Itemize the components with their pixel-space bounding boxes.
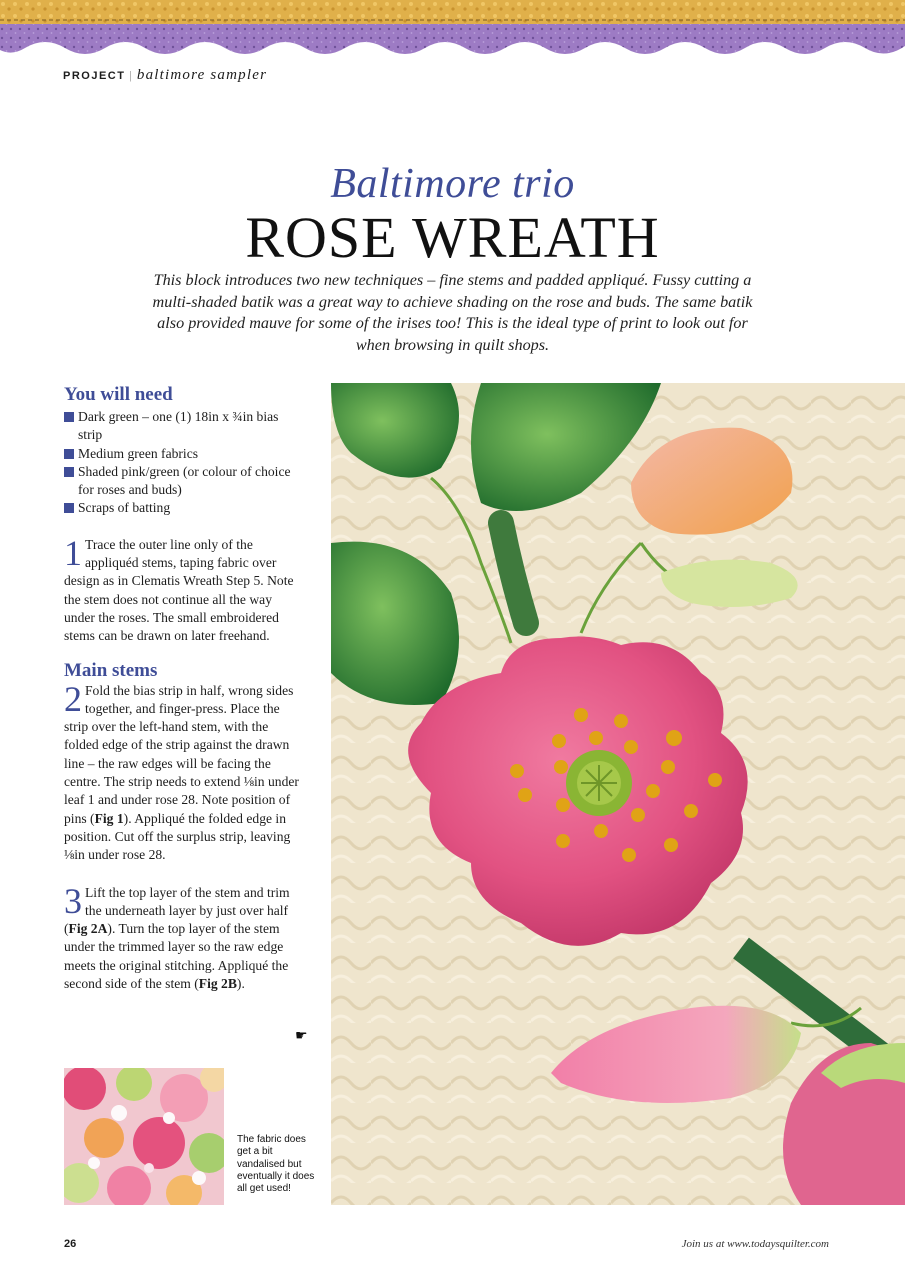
step-3: 3 Lift the top layer of the stem and trim the underneath layer by just over half (Fig 2A). Turn the top layer of the stem under the trimmed layer so the raw edge meets the original stitching. Appliqué the second side of the stem (Fig 2B). <box>64 880 290 992</box>
step-number: 3 <box>64 880 82 921</box>
square-bullet-icon <box>64 467 74 477</box>
page-number: 26 <box>64 1238 77 1250</box>
instructions-column <box>64 384 304 993</box>
list-item: Dark green – one (1) 18in x ¾in bias strip <box>64 408 304 445</box>
running-head <box>63 67 267 84</box>
square-bullet-icon <box>64 503 74 513</box>
figure-reference: Fig 2A <box>68 921 108 937</box>
step-text: Trace the outer line only of the appliquéd stems, taping fabric over design as in Clematis Wreath Step 5. Note the stem does not continue all the way under the roses. The small embroidered stems can be drawn on later freehand. <box>64 536 294 644</box>
square-bullet-icon <box>64 412 74 422</box>
batik-fabric-swatch-photo <box>64 1068 224 1205</box>
step-1 <box>64 532 304 646</box>
footer-url: Join us at www.todaysquilter.com <box>681 1238 829 1250</box>
batik-border-banner <box>0 0 905 62</box>
section-label: PROJECT <box>63 70 126 82</box>
article-title: ROSE WREATH <box>245 205 660 270</box>
step-number: 1 <box>64 532 82 573</box>
figure-reference: Fig 2B <box>198 976 237 992</box>
square-bullet-icon <box>64 449 74 459</box>
swatch-caption: The fabric does get a bit vandalised but eventually it does all get used! <box>237 1134 315 1195</box>
list-item: Scraps of batting <box>64 499 304 517</box>
step-2: 2 Fold the bias strip in half, wrong sides together, and finger-press. Place the strip over the left-hand stem, with the folded edge of the strip against the drawn line – the raw edges will be facing the centre. The strip needs to extend ⅛in under leaf 1 and under rose 28. Note position of pins (Fig 1). Appliqué the folded edge in position. Cut off the surplus strip, leaving ⅛in under rose 28. <box>64 678 299 863</box>
article-intro: This block introduces two new techniques – fine stems and padded appliqué. Fussy cutting a multi-shaded batik was a great way to achieve shading on the rose and buds. The same batik also provided mauve for some of the irises too! This is the ideal type of print to look out for when browsing in quilt shops. <box>152 271 753 354</box>
list-item: Medium green fabrics <box>64 445 304 463</box>
materials-list <box>64 408 304 518</box>
main-stems-heading: Main stems <box>64 659 158 681</box>
header-separator: | <box>129 68 133 82</box>
you-will-need-heading: You will need <box>64 384 173 405</box>
list-item: Shaded pink/green (or colour of choice for roses and buds) <box>64 463 304 500</box>
figure-reference: Fig 1 <box>94 810 124 826</box>
subsection-label: baltimore sampler <box>136 67 268 83</box>
continue-hand-icon: ☛ <box>295 1028 308 1044</box>
rose-applique-photo <box>331 383 905 1205</box>
step-number: 2 <box>64 678 82 719</box>
article-kicker: Baltimore trio <box>330 161 575 207</box>
